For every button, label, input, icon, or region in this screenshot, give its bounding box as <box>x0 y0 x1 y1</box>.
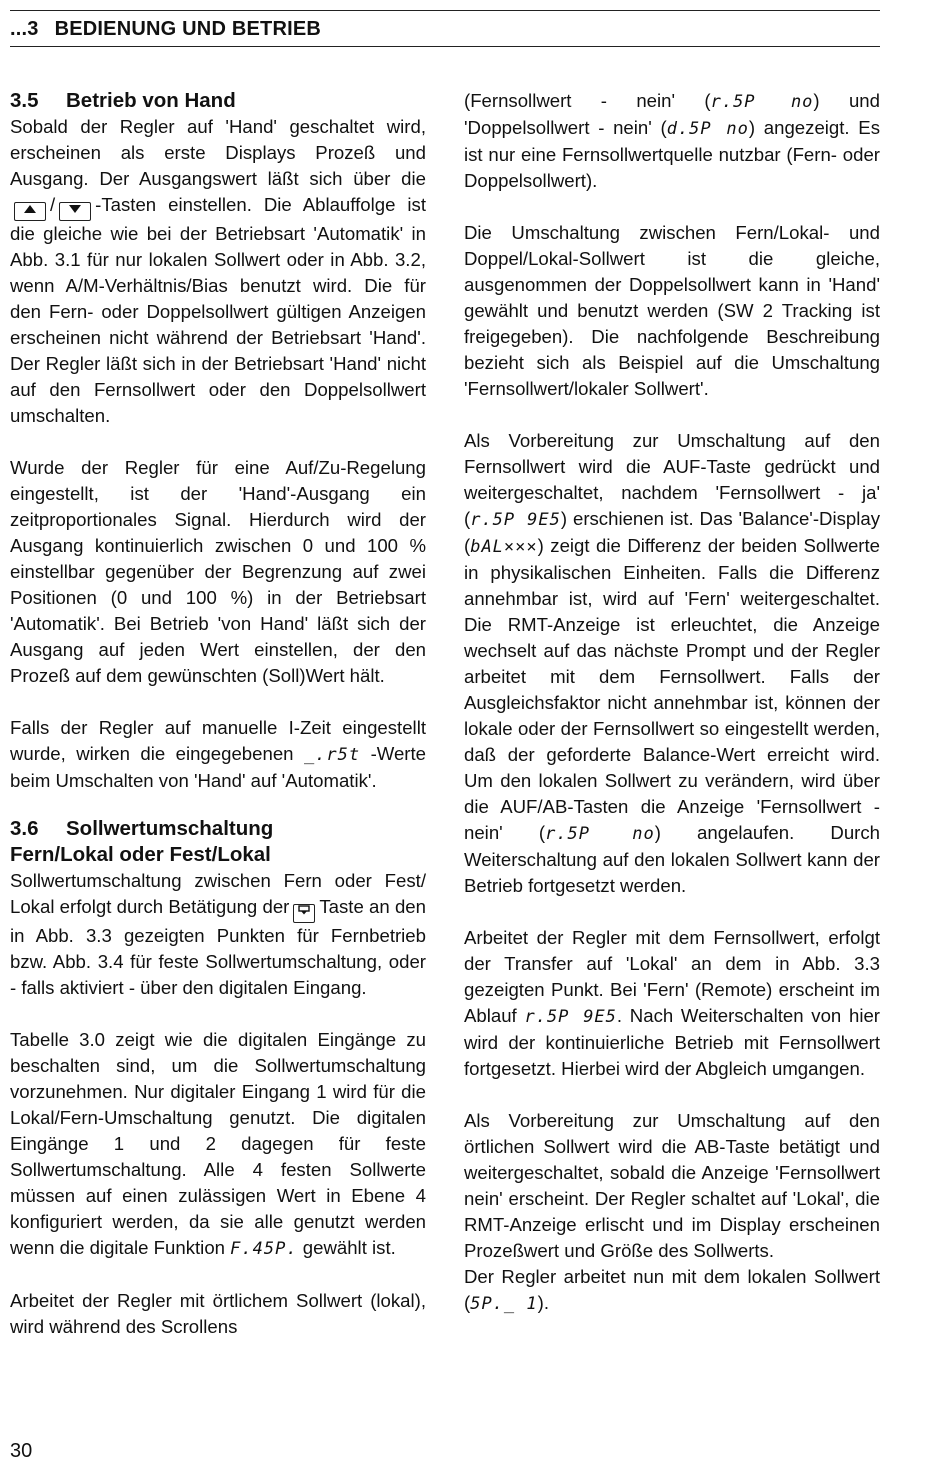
paragraph <box>10 715 426 794</box>
paragraph: Arbeitet der Regler mit örtlichem Sollwert (lokal), wird während des Scrollens <box>10 1290 426 1337</box>
text: Taste an den in Abb. 3.3 gezeigten Punkten für Fernbetrieb bzw. Abb. 3.4 für feste Sollwertumschaltung, oder - falls aktiviert - über den digitalen Eingang. <box>10 896 426 998</box>
text: ) angezeigt. Es ist nur eine Fernsollwertquelle nutzbar (Fern- oder Doppelsollwert). <box>464 117 880 191</box>
paragraph: Als Vorbereitung zur Umschaltung auf den örtlichen Sollwert wird die AB-Taste betätigt und weitergeschaltet, sobald die Anzeige 'Fernsollwert nein' erscheint. Der Regler schaltet auf 'Lokal', die RMT-Anzeige erlischt und im Display erscheinen Prozeßwert und Größe des Sollwerts. <box>464 1110 880 1261</box>
lcd-display-code: r.5P 9E5 <box>470 510 561 530</box>
paragraph <box>464 428 880 899</box>
text: Tabelle 3.0 zeigt wie die digitalen Eingänge zu beschalten sind, um die Sollwertumschaltung vorzunehmen. Nur digitaler Eingang 1 wird für die Lokal/Fern-Umschaltung genutzt. Die digitalen Eingänge 1 und 2 dagegen für feste Sollwertumschaltung. Alle 4 festen Sollwerte müssen auf einen zulässigen Wert in Ebene 4 konfiguriert werden, da sie alle genutzt werden wenn die digitale Funktion <box>10 1029 426 1258</box>
down-arrow-key-icon <box>59 202 91 221</box>
text: Falls der Regler auf manuelle I-Zeit eingestellt wurde, wirken die eingegebenen <box>10 717 426 764</box>
paragraph: Die Umschaltung zwischen Fern/Lokal- und Doppel/Lokal-Sollwert ist die gleiche, ausgenommen der Doppelsollwert kann in 'Hand' gewählt und benutzt werden (SW 2 Tracking ist freigegeben). Die nachfolgende Beschreibung bezieht sich als Beispiel auf die Umschaltung 'Fernsollwert/lokaler Sollwert'. <box>464 222 880 399</box>
section-title: Sollwertumschaltung <box>66 817 274 840</box>
section-heading-3-5 <box>10 88 426 114</box>
text: -Tasten einstellen. Die Ablauffolge ist die gleiche wie bei der Betriebsart 'Automatik' in Abb. 3.1 für nur lokalen Sollwert oder in Abb. 3.2, wenn A/M-Verhältnis/Bias benutzt wird. Die für den Fern- oder Doppelsollwert gültigen Anzeigen erscheinen nicht während der Betriebsart 'Hand'. Der Regler läßt sich in der Betriebsart 'Hand' nicht auf den Fernsollwert oder den Doppelsollwert umschalten. <box>10 194 426 426</box>
header-rule-bottom <box>10 46 880 47</box>
text: gewählt ist. <box>302 1237 396 1258</box>
up-arrow-key-icon <box>14 202 46 221</box>
lcd-display-code: _.r5t <box>303 745 361 765</box>
lcd-display-code: r.5P no <box>545 824 655 844</box>
lcd-display-code: F.45P. <box>230 1239 298 1259</box>
page-number: 30 <box>10 1440 33 1462</box>
section-number: 3.5 <box>10 89 39 112</box>
text: ) angelaufen. Durch Weiterschaltung auf den lokalen Sollwert kann der Betrieb fortgesetzt werden. <box>464 822 880 896</box>
paragraph: Wurde der Regler für eine Auf/Zu-Regelung eingestellt, ist der 'Hand'-Ausgang ein zeitproportionales Signal. Hierdurch wird der Ausgang kontinuierlich zwischen 0 und 100 % einstellbar gegenüber der Begrenzung auf zwei Positionen (0 und 100 %) in der Betriebsart 'Automatik'. Bei Betrieb 'von Hand' läßt sich der Ausgang auf jeden Wert einstellen, der den Prozeß auf dem gewünschten (Soll)Wert hält. <box>10 457 426 686</box>
text: ) zeigt die Differenz der beiden Sollwerte in physikalischen Einheiten. Falls die Differenz annehmbar ist, wird auf 'Fern' weitergeschaltet. Die RMT-Anzeige ist erleuchtet, die Anzeige wechselt auf das nächste Prompt und der Regler arbeitet mit dem Fernsollwert. Falls der Ausgleichsfaktor nicht annehmbar ist, können der lokale oder der Fernsollwert so eingestellt werden, daß der geforderte Balance-Wert erreicht wird. Um den lokalen Sollwert zu verändern, wird über die AUF/AB-Tasten die Anzeige 'Fernsollwert - nein' ( <box>464 535 880 843</box>
header-title: BEDIENUNG UND BETRIEB <box>54 18 322 40</box>
text: Als Vorbereitung zur Umschaltung auf den Fernsollwert wird die AUF-Taste gedrückt und weitergeschaltet, nachdem 'Fernsollwert - ja' ( <box>464 430 880 529</box>
text: / <box>50 194 56 215</box>
mode-key-icon <box>293 904 315 923</box>
text: ). <box>537 1292 549 1313</box>
section-title: Betrieb von Hand <box>66 89 236 112</box>
running-header <box>10 18 321 41</box>
text: Sobald der Regler auf 'Hand' geschaltet wird, erscheinen als erste Displays Prozeß und Ausgang. Der Ausgangswert läßt sich über die <box>10 116 426 189</box>
header-section-number: ...3 <box>10 18 39 40</box>
text: (Fernsollwert - nein' ( <box>464 90 711 111</box>
right-column <box>464 88 880 1317</box>
paragraph <box>464 925 880 1082</box>
left-column <box>10 88 426 1340</box>
text: Sollwertumschaltung zwischen Fern oder Fest/ Lokal erfolgt durch Betätigung der <box>10 870 426 917</box>
lcd-display-code: 5P._ 1 <box>470 1294 538 1314</box>
header-rule-top <box>10 10 880 11</box>
text: ) und 'Doppelsollwert - nein' ( <box>464 90 880 138</box>
section-subtitle: Fern/Lokal oder Fest/Lokal <box>10 843 271 866</box>
text: ) erschienen ist. Das 'Balance'-Display ( <box>464 508 881 556</box>
text: Arbeitet der Regler mit dem Fernsollwert, erfolgt der Transfer auf 'Lokal' an dem in Abb. 3.3 gezeigten Punkt. Bei 'Fern' (Remote) erscheint im Ablauf <box>464 927 880 1026</box>
paragraph <box>464 1264 880 1317</box>
section-number: 3.6 <box>10 817 39 840</box>
paragraph <box>464 88 880 194</box>
lcd-display-code: r.5P no <box>710 92 814 112</box>
text: . Nach Weiterschalten von hier wird der kontinuierliche Betrieb mit Fernsollwert fortgesetzt. Hierbei wird der Abgleich umgangen. <box>464 1005 880 1079</box>
lcd-display-code: r.5P 9E5 <box>524 1007 617 1027</box>
lcd-display-code: bAL××× <box>470 537 538 557</box>
lcd-display-code: d.5P no <box>666 119 749 139</box>
section-heading-3-6 <box>10 816 426 868</box>
text: -Werte beim Umschalten von 'Hand' auf 'Automatik'. <box>10 743 427 791</box>
text: Der Regler arbeitet nun mit dem lokalen Sollwert ( <box>464 1266 880 1313</box>
paragraph <box>10 868 426 1001</box>
paragraph <box>10 114 426 429</box>
paragraph <box>10 1027 426 1262</box>
